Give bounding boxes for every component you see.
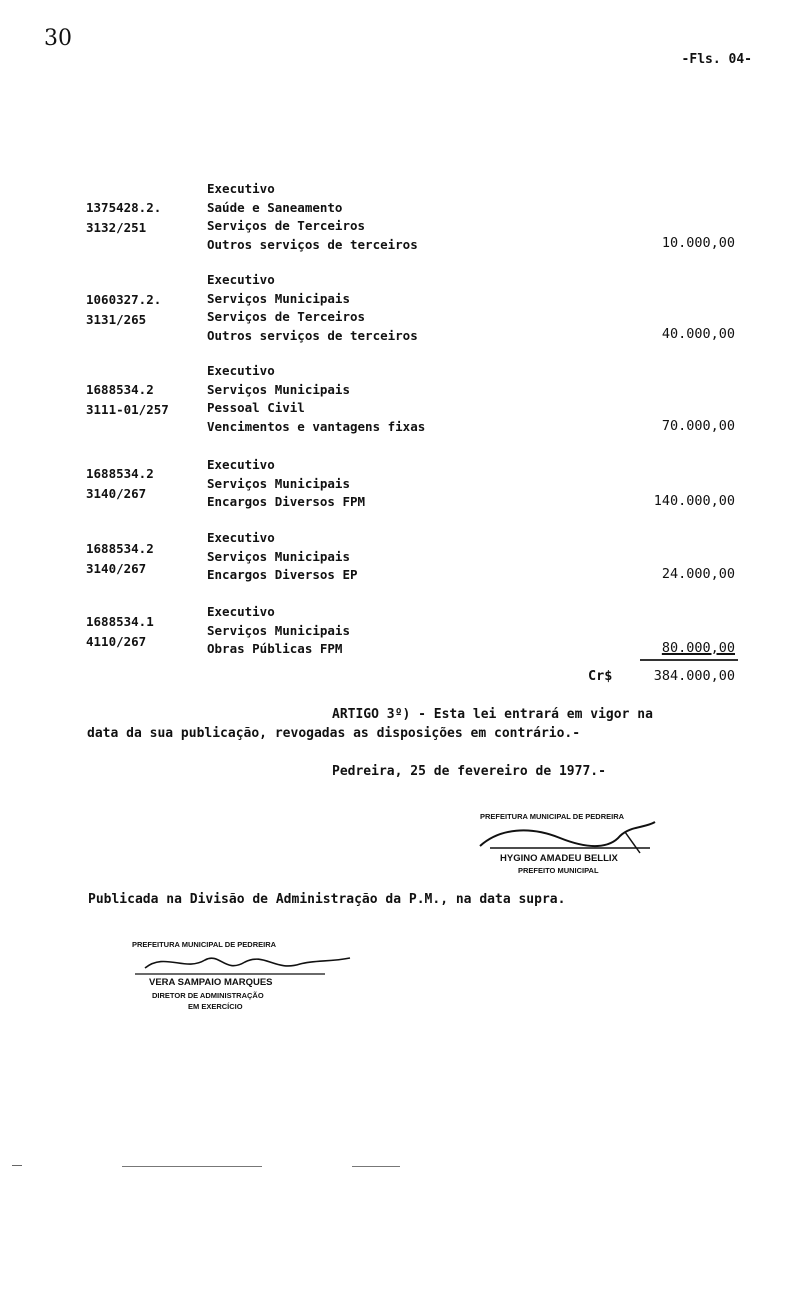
- entry-subcode: 3111-01/257: [86, 402, 169, 417]
- article-line-2: data da sua publicação, revogadas as disposições em contrário.-: [87, 726, 581, 741]
- director-stamp-org: PREFEITURA MUNICIPAL DE PEDREIRA: [132, 940, 277, 949]
- director-title: DIRETOR DE ADMINISTRAÇÃO: [152, 991, 264, 1000]
- entry-code: 1060327.2.: [86, 292, 162, 307]
- mayor-stamp-org: PREFEITURA MUNICIPAL DE PEDREIRA: [480, 812, 625, 821]
- entry-line: Encargos Diversos EP: [207, 567, 358, 582]
- entry-code: 1688534.2: [86, 382, 154, 397]
- entry-line: Serviços de Terceiros: [207, 218, 366, 233]
- entry-code: 1688534.2: [86, 541, 154, 556]
- entry-code-block: [86, 612, 154, 652]
- scan-mark: [12, 1165, 22, 1166]
- entry-amount: 140.000,00: [653, 493, 735, 509]
- entry-line: Saúde e Saneamento: [207, 199, 343, 215]
- entry-amount: 70.000,00: [661, 418, 735, 434]
- entry-code: 1375428.2.: [86, 200, 162, 215]
- entry-line: Executivo: [207, 363, 275, 378]
- entry-line: Serviços Municipais: [207, 475, 350, 491]
- entry-line: Obras Públicas FPM: [207, 641, 343, 656]
- sum-rule: [640, 659, 738, 661]
- entry-code: 1688534.1: [86, 614, 154, 629]
- entry-description: [207, 362, 425, 436]
- entry-line: Executivo: [207, 457, 275, 472]
- entry-code-block: [86, 539, 154, 579]
- entry-line: Outros serviços de terceiros: [207, 327, 418, 343]
- entry-subcode: 3140/267: [86, 561, 147, 576]
- entry-code-block: [86, 464, 154, 504]
- entry-amount: 10.000,00: [661, 235, 735, 251]
- entry-code-block: [86, 290, 161, 330]
- entry-line: Vencimentos e vantagens fixas: [207, 418, 426, 434]
- entry-line: Serviços Municipais: [207, 290, 350, 306]
- publication-note: Publicada na Divisão de Administração da P.M., na data supra.: [88, 892, 566, 907]
- article-line-1: ARTIGO 3º) - Esta lei entrará em vigor na: [332, 707, 653, 722]
- entry-subcode: 3132/251: [86, 220, 147, 235]
- entry-subcode: 3131/265: [86, 312, 147, 327]
- entry-line: Executivo: [207, 272, 275, 287]
- entry-line: Pessoal Civil: [207, 400, 305, 415]
- entry-line: Serviços Municipais: [207, 381, 350, 397]
- entry-description: [207, 603, 350, 659]
- entry-description: [207, 180, 418, 254]
- mayor-title: PREFEITO MUNICIPAL: [518, 866, 599, 875]
- entry-code-block: [86, 198, 161, 238]
- entry-line: Executivo: [207, 530, 275, 545]
- director-title-secondary: EM EXERCÍCIO: [188, 1002, 243, 1011]
- entry-line: Executivo: [207, 604, 275, 619]
- total-currency: Cr$: [588, 668, 613, 684]
- director-name: VERA SAMPAIO MARQUES: [149, 977, 273, 988]
- folio-number: -Fls. 04-: [681, 52, 752, 67]
- page-number: 30: [44, 26, 72, 51]
- entry-line: Serviços Municipais: [207, 622, 350, 638]
- entry-amount: 80.000,00: [661, 640, 735, 656]
- entry-subcode: 3140/267: [86, 486, 147, 501]
- entry-amount: 24.000,00: [661, 566, 735, 582]
- entry-description: [207, 271, 418, 345]
- entry-code-block: [86, 380, 169, 420]
- entry-line: Serviços Municipais: [207, 548, 350, 564]
- mayor-name: HYGINO AMADEU BELLIX: [500, 853, 618, 864]
- entry-line: Executivo: [207, 181, 275, 196]
- total-amount: 384.000,00: [653, 668, 735, 684]
- entry-amount: 40.000,00: [661, 326, 735, 342]
- entry-description: [207, 456, 365, 512]
- scan-mark: [122, 1166, 262, 1167]
- entry-line: Encargos Diversos FPM: [207, 494, 366, 509]
- entry-line: Outros serviços de terceiros: [207, 236, 418, 252]
- entry-subcode: 4110/267: [86, 634, 147, 649]
- mayor-signature: [470, 818, 670, 858]
- place-date: Pedreira, 25 de fevereiro de 1977.-: [332, 764, 606, 779]
- scan-mark: [352, 1166, 400, 1167]
- entry-code: 1688534.2: [86, 466, 154, 481]
- entry-line: Serviços de Terceiros: [207, 309, 366, 324]
- entry-description: [207, 529, 358, 585]
